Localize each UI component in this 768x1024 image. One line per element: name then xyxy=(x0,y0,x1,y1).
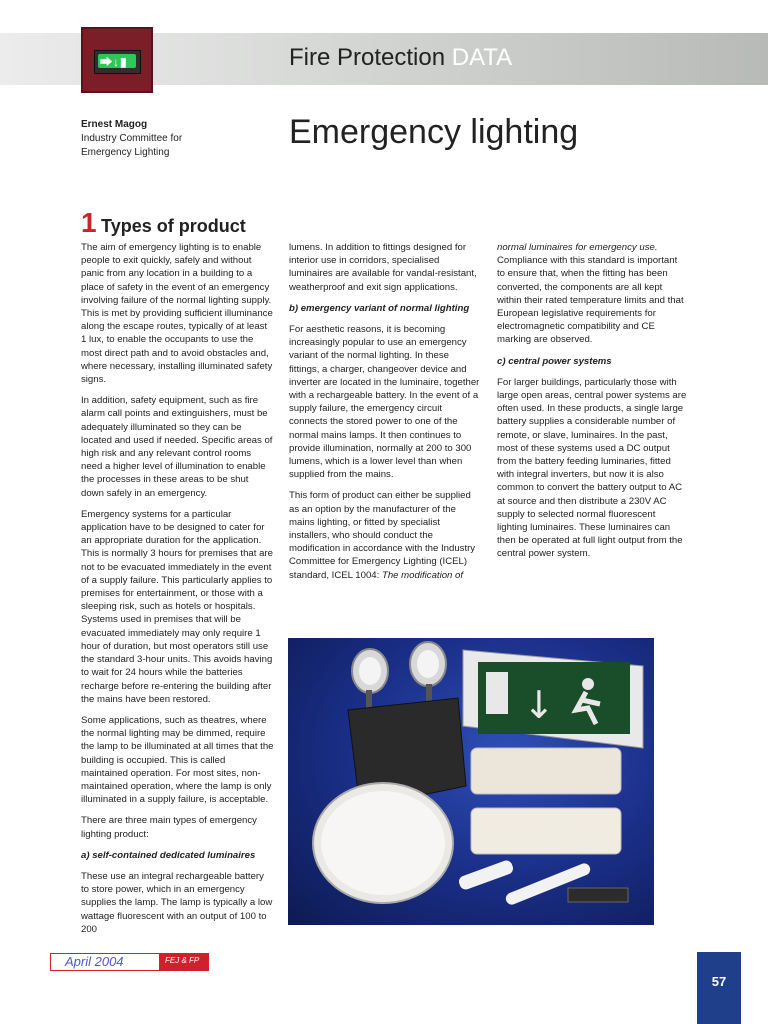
paragraph: Some applications, such as theatres, where the normal lighting may be dimmed, require the lamp to be illuminated at all times that the building is occupied. This is called maintained operation. For most sites, non-maintained operation, where the lamp is only illuminated in a supply failure, is acceptable. xyxy=(81,714,274,806)
inverter-module-icon xyxy=(568,888,628,902)
section-heading xyxy=(81,207,246,239)
paragraph: In addition, safety equipment, such as fire alarm call points and extinguishers, must be adequately illuminated so they can be located and used if needed. Specific areas of high risk and any relevant control rooms need a higher level of illumination to enable the processes in these areas to be shut down safely in an emergency. xyxy=(81,395,273,499)
paragraph xyxy=(497,241,687,347)
running-man-exit-icon xyxy=(463,650,643,748)
paragraph: There are three main types of emergency lighting product: xyxy=(81,815,257,840)
section-title: Types of product xyxy=(101,216,246,236)
paragraph: For larger buildings, particularly those with large open areas, central power systems are often used. In these products, a single large battery supplies a considerable number of remote, or slave, luminaires. In the past, most of these systems used a DC output from the battery feeding luminaries, fitted with integral inverters, but now it is also common to convert the battery output to AC at source and then distribute a 230V AC supply to selected normal fluorescent lighting luminaires. These luminaires can then be operated at full light output from the central power system. xyxy=(497,376,687,560)
publication-tag xyxy=(159,953,209,971)
author-block xyxy=(81,118,182,160)
author-affiliation-line1: Industry Committee for xyxy=(81,133,183,144)
paragraph: Emergency systems for a particular application have to be designed to cater for an appropriate duration for the application. This is normally 3 hours for premises that are not to be evacuated immediately in the event of a supply failure. This particularly applies to premises for entertainment, or those with a sleeping risk, such as hotels or hospitals. Systems used in premises that will be evacuated immediately may only require 1 hour of duration, but most operators still use the standard 3-hour units. This avoids having to wait for 24 hours while the batteries recharge before re-entering the building after the mains have been restored. xyxy=(81,508,273,705)
section-number: 1 xyxy=(81,207,97,238)
exit-sign-logo xyxy=(81,27,153,93)
paragraph-text: This form of product can either be supplied as an option by the manufacturer of the mains lighting, or fitted by specialist installers, who should conduct the modification in accordance with the Industry Committee for Emergency Lighting (ICEL) standard, ICEL 1004: xyxy=(289,490,476,581)
text-column-3 xyxy=(497,241,687,569)
paragraph: These use an integral rechargeable battery to store power, which in an emergency supplies the lamp. The lamp is typically a low wattage fluorescent with an output of 100 to 200 xyxy=(81,870,273,935)
exit-sign-icon xyxy=(94,50,141,74)
exit-sign-glyphs: ⮕↓▮ xyxy=(100,55,128,69)
lamp-tube-icon xyxy=(457,859,514,891)
product-photo xyxy=(288,638,654,925)
paragraph: lumens. In addition to fittings designed for interior use in corridors, specialised luminaires are available for vandal-resistant, weatherproof and exit sign applications. xyxy=(289,242,477,293)
publication-tag-text: FEJ & FP xyxy=(165,956,200,965)
bulkhead-luminaire-icon xyxy=(471,748,621,794)
subheading: b) emergency variant of normal lighting xyxy=(289,302,470,314)
page-number: 57 xyxy=(711,974,727,989)
page-number-box xyxy=(697,952,741,1024)
issue-date-box xyxy=(50,953,160,971)
standard-title-italic: normal luminaires for emergency use. xyxy=(497,242,658,253)
bulkhead-luminaire-icon xyxy=(471,808,621,854)
text-column-2 xyxy=(289,241,482,590)
subheading: c) central power systems xyxy=(497,355,612,367)
subheading: a) self-contained dedicated luminaires xyxy=(81,849,256,861)
paragraph-text: Compliance with this standard is important to ensure that, when the fitting has been converted, the components are all kept within their rated temperature limits and that European legislative requirements for electromagnetic compatibility and CE marking are observed. xyxy=(497,255,684,346)
header-title-main: Fire Protection xyxy=(289,44,446,71)
header-title-accent: DATA xyxy=(451,44,513,71)
paragraph: For aesthetic reasons, it is becoming increasingly popular to use an emergency variant of the normal lighting. In these fittings, a charger, changeover device and inverter are located in the luminaire, together with a rechargeable battery. In the event of a supply failure, the emergency circuit connects the stored power to one of the normal mains lamps. It then continues to provide illumination, normally at 200 to 300 lumens, which is a lower level than when supplied from the mains. xyxy=(289,324,480,481)
standard-title-italic: The modification of xyxy=(381,569,464,581)
text-column-1 xyxy=(81,241,274,944)
section-header-title xyxy=(289,44,512,72)
product-photo-illustration xyxy=(288,638,654,925)
paragraph xyxy=(289,489,482,581)
issue-date: April 2004 xyxy=(65,954,124,969)
article-title: Emergency lighting xyxy=(289,113,579,151)
svg-text:↓: ↓ xyxy=(523,683,555,727)
author-affiliation-line2: Emergency Lighting xyxy=(81,147,170,158)
twin-spotlight-icon xyxy=(352,642,446,710)
author-name: Ernest Magog xyxy=(81,119,148,130)
paragraph: The aim of emergency lighting is to enable people to exit quickly, safely and without panic from any location in a building to a place of safety in the event of an emergency involving failure of the normal lighting supply. This is met by providing sufficient illuminance along the escape routes, typically of at least 1 lux, to enable the occupants to use the most direct path and to avoid obstacles and, where necessary, installing illuminated safety signs. xyxy=(81,242,273,386)
